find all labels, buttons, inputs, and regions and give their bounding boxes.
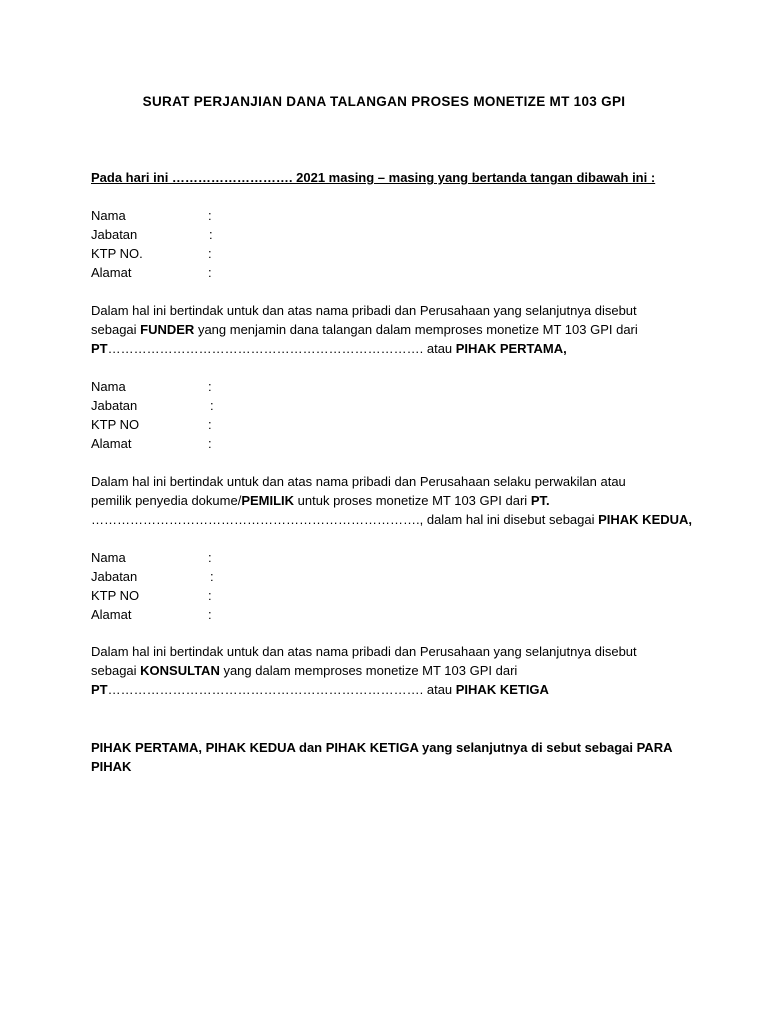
role-pihak-pertama: PIHAK PERTAMA,: [455, 341, 567, 356]
field-colon: :: [208, 265, 212, 280]
closing-line: PIHAK: [91, 759, 132, 774]
field-label-alamat: Alamat: [91, 607, 132, 622]
field-label-alamat: Alamat: [91, 436, 132, 451]
paragraph-line: pemilik penyedia dokume/PEMILIK untuk proses monetize MT 103 GPI dari PT.: [91, 493, 550, 508]
paragraph-line: PT………………………………………………………………. atau PIHAK KETIGA: [91, 682, 549, 697]
paragraph-line: PT………………………………………………………………. atau PIHAK PERTAMA,: [91, 341, 567, 356]
field-label-jabatan: Jabatan: [91, 398, 138, 413]
field-colon: :: [208, 417, 212, 432]
field-colon: :: [208, 379, 212, 394]
field-label-ktp: KTP NO.: [91, 246, 143, 261]
field-colon: :: [208, 436, 212, 451]
field-label-jabatan: Jabatan: [91, 227, 138, 242]
field-label-nama: Nama: [91, 379, 126, 394]
role-konsultan: KONSULTAN: [140, 663, 220, 678]
closing-line: PIHAK PERTAMA, PIHAK KEDUA dan PIHAK KETIGA yang selanjutnya di sebut sebagai PARA: [91, 740, 673, 755]
role-pihak-ketiga: PIHAK KETIGA: [455, 682, 549, 697]
field-label-alamat: Alamat: [91, 265, 132, 280]
field-label-ktp: KTP NO: [91, 417, 140, 432]
role-funder: FUNDER: [140, 322, 195, 337]
paragraph-line: Dalam hal ini bertindak untuk dan atas nama pribadi dan Perusahaan yang selanjutnya disebut: [91, 303, 637, 318]
field-colon: :: [208, 550, 212, 565]
field-colon: :: [208, 208, 212, 223]
field-colon: :: [210, 569, 214, 584]
field-colon: :: [208, 246, 212, 261]
field-label-nama: Nama: [91, 550, 126, 565]
paragraph-line: Dalam hal ini bertindak untuk dan atas nama pribadi dan Perusahaan selaku perwakilan atau: [91, 474, 626, 489]
paragraph-line: …………………………………………………………………., dalam hal ini disebut sebagai PIHAK KEDUA,: [91, 512, 693, 527]
paragraph-line: sebagai FUNDER yang menjamin dana talangan dalam memproses monetize MT 103 GPI dari: [91, 322, 638, 337]
paragraph-line: sebagai KONSULTAN yang dalam memproses monetize MT 103 GPI dari: [91, 663, 518, 678]
field-colon: :: [208, 607, 212, 622]
field-colon: :: [208, 588, 212, 603]
role-pemilik: PEMILIK: [241, 493, 295, 508]
field-colon: :: [210, 398, 214, 413]
field-label-nama: Nama: [91, 208, 126, 223]
paragraph-line: Dalam hal ini bertindak untuk dan atas nama pribadi dan Perusahaan yang selanjutnya disebut: [91, 644, 637, 659]
field-colon: :: [209, 227, 213, 242]
intro-line: Pada hari ini ………………………. 2021 masing – masing yang bertanda tangan dibawah ini :: [91, 170, 656, 185]
role-pihak-kedua: PIHAK KEDUA,: [598, 512, 693, 527]
document-title: SURAT PERJANJIAN DANA TALANGAN PROSES MONETIZE MT 103 GPI: [142, 94, 626, 109]
field-label-ktp: KTP NO: [91, 588, 140, 603]
field-label-jabatan: Jabatan: [91, 569, 138, 584]
